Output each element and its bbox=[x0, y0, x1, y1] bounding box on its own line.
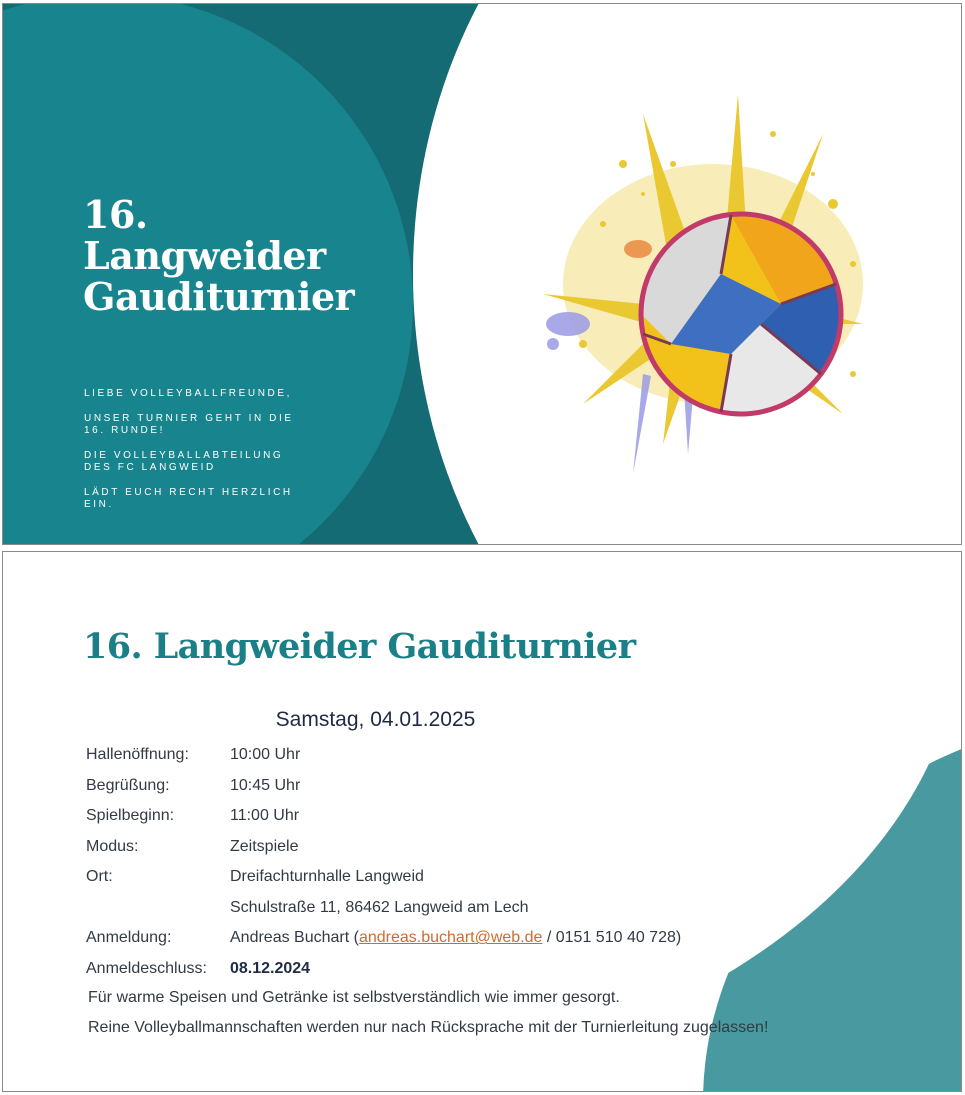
detail-label: Hallenöffnung: bbox=[86, 746, 189, 764]
detail-label: Anmeldeschluss: bbox=[86, 959, 207, 977]
detail-label: Ort: bbox=[86, 868, 113, 886]
detail-label: Anmeldung: bbox=[86, 929, 172, 947]
registration-name: Andreas Buchart ( bbox=[230, 929, 359, 947]
cover-title bbox=[83, 194, 403, 317]
team-rule-note: Reine Volleyballmannschaften werden nur nach Rücksprache mit der Turnierleitung zugelassen! bbox=[88, 1019, 769, 1036]
detail-value: 10:45 Uhr bbox=[230, 776, 301, 794]
catering-note: Für warme Speisen und Getränke ist selbstverständlich wie immer gesorgt. bbox=[88, 989, 620, 1006]
intro-line: UNSER TURNIER GEHT IN DIE 16. RUNDE! bbox=[84, 413, 294, 436]
email-link[interactable]: andreas.buchart@web.de bbox=[358, 929, 543, 947]
detail-value: Dreifachturnhalle Langweid bbox=[230, 868, 424, 886]
detail-label: Modus: bbox=[86, 837, 139, 855]
cover-intro-text bbox=[84, 388, 314, 524]
cover-title-line: 16. bbox=[83, 192, 148, 237]
table-row bbox=[86, 862, 681, 893]
registration-phone: / 0151 510 40 728) bbox=[542, 929, 682, 947]
cover-title-line: Langweider bbox=[83, 233, 326, 278]
table-row bbox=[86, 954, 681, 985]
detail-label: Spielbeginn: bbox=[86, 807, 175, 825]
detail-label bbox=[86, 893, 230, 924]
intro-line: LIEBE VOLLEYBALLFREUNDE, bbox=[84, 388, 293, 399]
registration-contact bbox=[230, 923, 681, 954]
volleyball-splash-icon bbox=[523, 74, 923, 494]
detail-label: Begrüßung: bbox=[86, 776, 170, 794]
table-row bbox=[86, 893, 681, 924]
detail-value: Schulstraße 11, 86462 Langweid am Lech bbox=[230, 898, 529, 916]
invitation-details-card bbox=[2, 551, 962, 1092]
detail-value: 11:00 Uhr bbox=[230, 807, 300, 825]
cover-title-line: Gauditurnier bbox=[83, 274, 355, 319]
intro-line: LÄDT EUCH RECHT HERZLICH EIN. bbox=[84, 487, 293, 510]
deadline-value: 08.12.2024 bbox=[230, 959, 311, 977]
detail-value: Zeitspiele bbox=[230, 837, 299, 855]
table-row bbox=[86, 740, 681, 771]
invitation-cover-card bbox=[2, 3, 962, 545]
table-row bbox=[86, 771, 681, 802]
detail-value: 10:00 Uhr bbox=[230, 746, 301, 764]
table-row bbox=[86, 923, 681, 954]
event-details-table bbox=[86, 740, 681, 984]
table-row bbox=[86, 801, 681, 832]
details-title: 16. Langweider Gauditurnier bbox=[83, 626, 636, 667]
table-row bbox=[86, 832, 681, 863]
event-date: Samstag, 04.01.2025 bbox=[275, 708, 476, 731]
intro-line: DIE VOLLEYBALLABTEILUNG DES FC LANGWEID bbox=[84, 450, 284, 473]
